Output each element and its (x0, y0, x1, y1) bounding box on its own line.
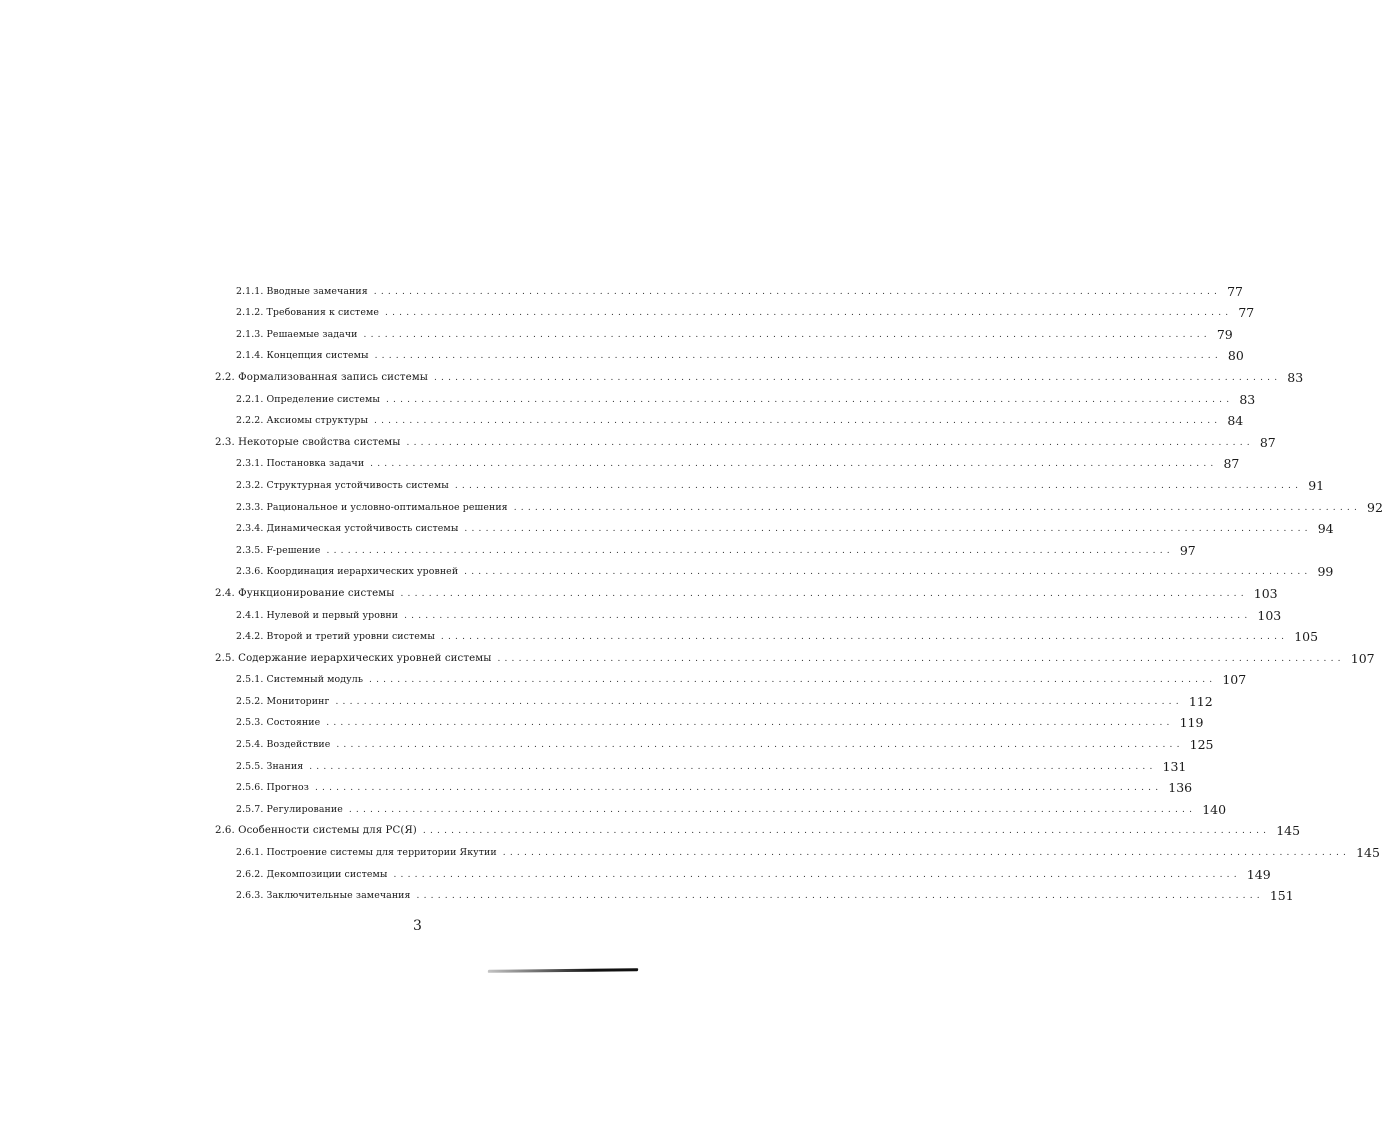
toc-section-label: 2.3. Некоторые свойства системы (215, 436, 401, 448)
toc-entry[interactable] (0, 754, 1187, 776)
toc-entry-page: 103 (1257, 607, 1282, 623)
toc-section-label: 2.6. Особенности системы для РС(Я) (215, 825, 417, 837)
toc-entry[interactable] (0, 711, 1204, 733)
dot-leader: ........................................................................................................................ (440, 632, 1289, 643)
dot-leader: ........................................................................................................................ (370, 459, 1218, 470)
toc-entry[interactable] (0, 517, 1334, 539)
toc-entry-page: 94 (1317, 521, 1334, 537)
toc-entry[interactable] (0, 473, 1325, 495)
toc-entry-label: 2.1.1. Вводные замечания (236, 285, 368, 297)
toc-entry[interactable] (0, 301, 1255, 323)
toc-entry[interactable] (0, 625, 1319, 647)
toc-entry-page: 112 (1188, 693, 1213, 709)
dot-leader: ........................................................................................................................ (422, 826, 1271, 837)
toc-section-page: 145 (1276, 823, 1301, 839)
page-number: 3 (413, 918, 422, 934)
dot-leader: ........................................................................................................................ (513, 502, 1362, 513)
toc-entry-page: 83 (1239, 391, 1256, 407)
toc-section-label: 2.5. Содержание иерархических уровней системы (215, 652, 492, 664)
toc-entry-page: 84 (1227, 413, 1244, 429)
toc-entry-page: 107 (1222, 672, 1247, 688)
toc-entry-label: 2.3.5. F-решение (236, 544, 321, 556)
toc-entry-label: 2.5.3. Состояние (236, 717, 321, 729)
toc-entry-page: 91 (1308, 477, 1325, 493)
toc-entry-label: 2.5.7. Регулирование (236, 803, 343, 815)
toc-entry-label: 2.3.4. Динамическая устойчивость системы (236, 523, 459, 535)
toc-entry[interactable] (0, 279, 1243, 301)
dot-leader: ........................................................................................................................ (433, 372, 1282, 383)
toc-section-page: 107 (1350, 650, 1375, 666)
toc-entry-page: 77 (1238, 305, 1255, 321)
toc-section[interactable] (0, 430, 1276, 452)
dot-leader: ........................................................................................................................ (416, 891, 1264, 902)
toc-section[interactable] (0, 365, 1304, 387)
toc-entry[interactable] (0, 776, 1193, 798)
dot-leader: ........................................................................................................................ (348, 804, 1197, 815)
toc-entry[interactable] (0, 344, 1244, 366)
toc-entry-page: 136 (1168, 780, 1193, 796)
toc-entry-page: 131 (1162, 758, 1187, 774)
toc-section-page: 87 (1259, 434, 1276, 450)
toc-entry-page: 79 (1216, 326, 1233, 342)
toc-entry-page: 87 (1223, 456, 1240, 472)
toc-entry-label: 2.3.1. Постановка задачи (236, 458, 365, 470)
toc-entry-label: 2.5.2. Мониторинг (236, 695, 330, 707)
toc-entry-label: 2.2.2. Аксиомы структуры (236, 415, 369, 427)
toc-entry-label: 2.6.2. Декомпозиции системы (236, 868, 388, 880)
toc-entry-label: 2.3.3. Рациональное и условно-оптимальное решения (236, 501, 508, 513)
toc-entry-page: 77 (1227, 283, 1243, 299)
toc-entry[interactable] (0, 560, 1334, 582)
toc-section[interactable] (0, 819, 1301, 841)
dot-leader: ........................................................................................................................ (314, 783, 1163, 794)
toc-entry[interactable] (0, 322, 1233, 344)
toc-entry-label: 2.1.3. Решаемые задачи (236, 328, 358, 340)
toc-entry-page: 119 (1179, 715, 1204, 731)
dot-leader: ........................................................................................................................ (464, 567, 1312, 578)
dot-leader: ........................................................................................................................ (464, 524, 1312, 535)
toc-entry[interactable] (0, 840, 1380, 862)
toc-entry[interactable] (0, 689, 1213, 711)
toc-entry[interactable] (0, 797, 1227, 819)
dot-leader: ........................................................................................................................ (373, 286, 1222, 297)
dot-leader: ........................................................................................................................ (309, 761, 1157, 772)
dot-leader: ........................................................................................................................ (374, 351, 1222, 362)
dot-leader: ........................................................................................................................ (404, 610, 1252, 621)
toc-entry-label: 2.1.4. Концепция системы (236, 350, 369, 362)
toc-entry-label: 2.1.2. Требования к системе (236, 307, 380, 319)
toc-entry[interactable] (0, 495, 1383, 517)
toc-entry-label: 2.4.2. Второй и третий уровни системы (236, 631, 435, 643)
toc-entry[interactable] (0, 409, 1244, 431)
toc-section-page: 83 (1287, 369, 1304, 385)
dot-leader: ........................................................................................................................ (502, 848, 1351, 859)
toc-section-label: 2.4. Функционирование системы (215, 587, 395, 599)
toc-entry-label: 2.6.3. Заключительные замечания (236, 890, 411, 902)
dot-leader: ........................................................................................................................ (386, 394, 1234, 405)
toc-entry[interactable] (0, 387, 1256, 409)
dot-leader: ........................................................................................................................ (326, 545, 1174, 556)
toc-entry-label: 2.5.4. Воздействие (236, 739, 331, 751)
toc-entry[interactable] (0, 884, 1294, 906)
toc-section[interactable] (0, 581, 1278, 603)
dot-leader: ........................................................................................................................ (326, 718, 1174, 729)
toc-entry-label: 2.6.1. Построение системы для территории Якутии (236, 847, 497, 859)
toc-entry-page: 80 (1227, 348, 1244, 364)
toc-entry-label: 2.3.6. Координация иерархических уровней (236, 566, 459, 578)
toc-section-label: 2.2. Формализованная запись системы (215, 371, 428, 383)
toc-entry[interactable] (0, 668, 1247, 690)
toc-entry-label: 2.3.2. Структурная устойчивость системы (236, 479, 449, 491)
toc-entry[interactable] (0, 603, 1282, 625)
toc-entry-label: 2.5.6. Прогноз (236, 782, 309, 794)
toc-entry-page: 92 (1367, 499, 1383, 515)
dot-leader: ........................................................................................................................ (385, 308, 1233, 319)
toc-entry-page: 140 (1202, 801, 1227, 817)
dot-leader: ........................................................................................................................ (335, 696, 1183, 707)
dot-leader: ........................................................................................................................ (497, 653, 1345, 664)
table-of-contents (0, 279, 1383, 905)
toc-entry-page: 145 (1356, 845, 1380, 861)
toc-entry-page: 125 (1189, 737, 1214, 753)
toc-section[interactable] (0, 646, 1375, 668)
toc-entry-label: 2.2.1. Определение системы (236, 393, 380, 405)
toc-entry-label: 2.4.1. Нулевой и первый уровни (236, 609, 399, 621)
dot-leader: ........................................................................................................................ (369, 675, 1217, 686)
dot-leader: ........................................................................................................................ (374, 416, 1222, 427)
dot-leader: ........................................................................................................................ (406, 437, 1254, 448)
toc-entry[interactable] (0, 538, 1196, 560)
dot-leader: ........................................................................................................................ (454, 480, 1303, 491)
toc-entry-page: 105 (1294, 629, 1319, 645)
scan-artifact-line (488, 968, 639, 973)
toc-entry[interactable] (0, 732, 1214, 754)
toc-entry[interactable] (0, 452, 1240, 474)
dot-leader: ........................................................................................................................ (400, 588, 1248, 599)
toc-section-page: 103 (1253, 585, 1278, 601)
toc-entry-label: 2.5.5. Знания (236, 760, 304, 772)
toc-entry-page: 99 (1317, 564, 1334, 580)
dot-leader: ........................................................................................................................ (393, 869, 1241, 880)
dot-leader: ........................................................................................................................ (363, 329, 1211, 340)
dot-leader: ........................................................................................................................ (336, 740, 1184, 751)
toc-entry-label: 2.5.1. Системный модуль (236, 674, 364, 686)
toc-entry-page: 149 (1246, 866, 1271, 882)
toc-entry[interactable] (0, 862, 1271, 884)
toc-entry-page: 97 (1179, 542, 1196, 558)
toc-entry-page: 151 (1269, 888, 1294, 904)
